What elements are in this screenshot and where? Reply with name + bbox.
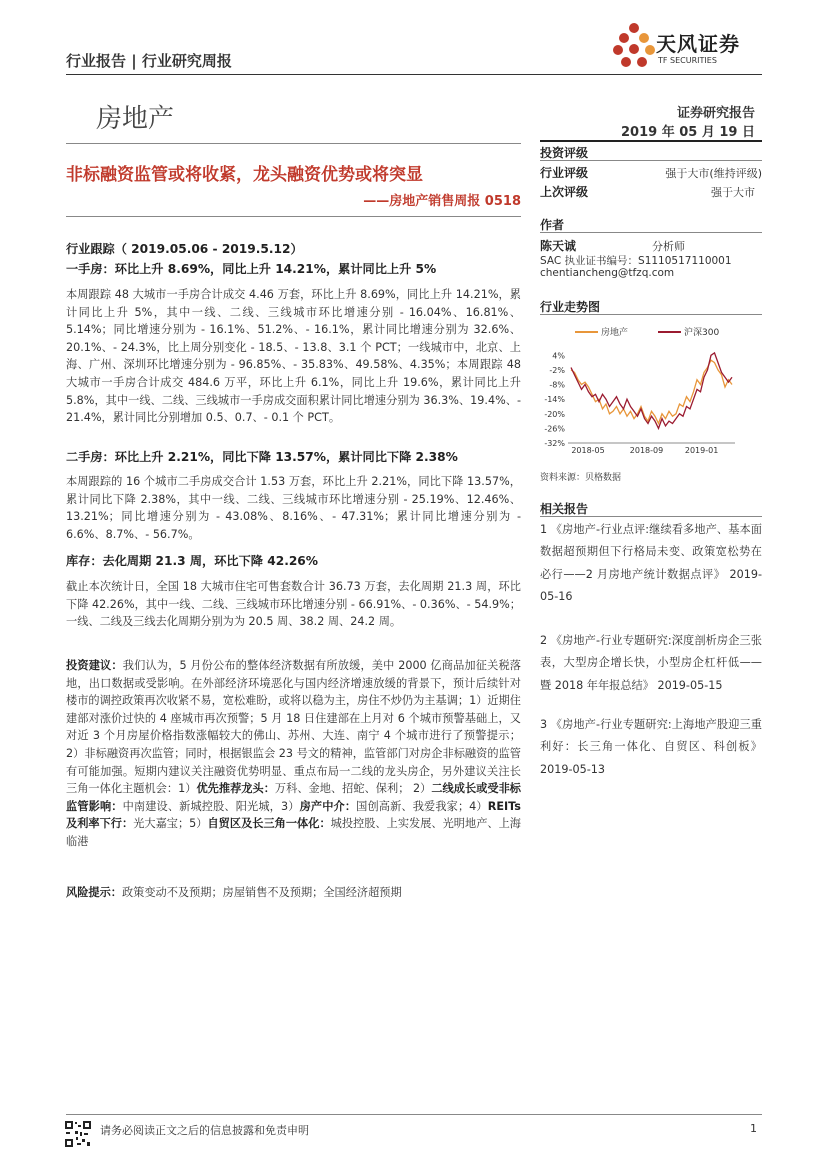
last-rating-value: 强于大市 [711, 186, 755, 199]
y-tick-label: -8% [549, 380, 565, 390]
footer-disclaimer: 请务必阅读正文之后的信息披露和免责申明 [100, 1124, 309, 1137]
author-name: 陈天诚 [540, 239, 577, 253]
related-item-3[interactable]: 3 《房地产-行业专题研究:上海地产股迎三重利好：长三角一体化、自贸区、科创板》 2019-05-13 [540, 718, 762, 776]
y-tick-label: -32% [544, 439, 565, 448]
report-title: 非标融资监管或将收紧，龙头融资优势或将突显 [66, 165, 423, 185]
rating-header: 投资评级 [540, 146, 589, 160]
industry-rating-label: 行业评级 [540, 166, 589, 180]
risk-text: 政策变动不及预期；房屋销售不及预期；全国经济超预期 [121, 886, 402, 899]
report-date: 2019 年 05 月 19 日 [621, 125, 755, 140]
first-hand-paragraph: 本周跟踪 48 大城市一手房合计成交 4.46 万套，环比上升 8.69%，同比上升 14.21%，累计同比上升 5%，其中一线、二线、三线城市环比增速分别 - 16.04%、16.81%、5.14%；同比增速分别为 - 16.1%、51.2%、- 16.1%，累计同比增速分别为 32.6%、20.1%、- 24.3%，比上周分别变化 - 18.5、- 13.8、3.1 个 PCT；一线城市中，北京、上海、广州、深圳环比增速分别为 - 96.85%、- 35.83%、49.58%、4.35%；本周跟踪 48 大城市一手房合计成交 484.6 万平，环比上升 6.1%，同比上升 19.6%，累计同比上升 5.8%，其中一线、二线、三线城市一手房成交面积累计同比增速分别为 36.3%、19.4%、- 21.4%，累计同比分别增加 0.5、0.7、- 0.1 个 PCT。 [66, 288, 521, 425]
first-hand-title: 一手房：环比上升 8.69%，同比上升 14.21%，累计同比上升 5% [66, 262, 437, 276]
title-bottom-divider [66, 216, 521, 217]
sidebar-top-divider [540, 140, 762, 142]
logo-name: 天风证券 [656, 32, 740, 56]
legend-label-property: 房地产 [601, 328, 629, 338]
last-rating-label: 上次评级 [540, 185, 589, 199]
inventory-title: 库存：去化周期 21.3 周，环比下降 42.26% [66, 554, 318, 568]
advice-text-4: 国创高新、我爱我家；4） [356, 799, 488, 813]
y-tick-label: -2% [549, 365, 565, 375]
report-label: 证券研究报告 [676, 106, 755, 121]
report-type: 行业报告 | 行业研究周报 [66, 52, 232, 70]
advice-bold-2: 二线成长或受非标监管影响： [66, 782, 521, 813]
x-tick-label: 2019-01 [684, 446, 719, 455]
advice-text-2: 万科、金地、招蛇、保利； 2） [274, 782, 432, 796]
risk-warning [66, 884, 521, 902]
advice-text-6: 城投控股、上实发展、光明地产、上海临港 [66, 817, 521, 848]
advice-bold-5: 自贸区及长三角一体化： [207, 817, 331, 831]
advice-bold-4: REITs 及利率下行： [66, 799, 521, 831]
header-divider [66, 74, 762, 75]
advice-text-5: 光大嘉宝；5） [133, 817, 208, 831]
legend [575, 326, 719, 338]
logo-english: TF SECURITIES [658, 56, 717, 65]
track-title: 行业跟踪（ 2019.05.06 - 2019.5.12） [66, 242, 303, 256]
related-divider [540, 516, 762, 517]
legend-label-hs300: 沪深300 [684, 328, 720, 338]
chart-source: 资料来源：贝格数据 [540, 473, 622, 483]
advice-bold-3: 房产中介： [299, 799, 357, 813]
industry-rating-value: 强于大市(维持评级) [665, 167, 762, 180]
series-line-hs300 [571, 353, 732, 429]
author-email[interactable]: chentiancheng@tfzq.com [540, 267, 675, 279]
trend-divider [540, 314, 762, 315]
y-tick-label: -20% [544, 409, 565, 419]
qr-code-icon [64, 1120, 92, 1148]
y-tick-label: 4% [552, 351, 565, 361]
advice-text-1: 我们认为，5 月份公布的整体经济数据有所放缓，美中 2000 亿商品加征关税落地，出口数据或受影响。在外部经济环境恶化与国内经济增速放缓的背景下，预计后续针对楼市的调控政策再次收紧不易，宽松难盼，或将以稳为主，房住不炒仍为主基调；1）近期住建部对涨价过快的 4 座城市再次预警；5 月 18 日住建部在上月对 6 个城市预警基础上，又对近 3 个月房屋价格指数涨幅较大的佛山、苏州、大连、南宁 4 个城市进行了预警提示；2）非标融资再次监管；同时，根据银监会 23 号文的精神，监管部门对房企非标融资的监管有可能加强。短期内建议关注融资优势明显、重点布局一二线的龙头房企，另外建议关注长三角一体化主题机会：1） [66, 659, 521, 796]
inventory-paragraph: 截止本次统计日，全国 18 大城市住宅可售套数合计 36.73 万套，去化周期 21.3 周，环比下降 42.26%，其中一线、二线、三线城市环比增速分别 - 66.91%、- 0.36%、- 54.9%；一线、二线及三线去化周期分别为为 20.5 周、38.2 周、24.2 周。 [66, 580, 521, 629]
author-role: 分析师 [652, 240, 685, 253]
risk-label: 风险提示： [66, 886, 122, 899]
related-item-1[interactable]: 1 《房地产-行业点评:继续看多地产、基本面数据超预期但下行格局未变、政策宽松势在必行——2 月房地产统计数据点评》 2019-05-16 [540, 523, 762, 603]
author-divider [540, 232, 762, 233]
company-logo [612, 22, 762, 72]
advice-label: 投资建议： [66, 659, 123, 672]
x-tick-label: 2018-09 [629, 446, 664, 455]
logo-mark-icon [612, 22, 656, 72]
title-top-divider [66, 143, 521, 144]
author-sac: SAC 执业证书编号：S1110517110001 [540, 255, 732, 267]
related-item-2[interactable]: 2 《房地产-行业专题研究:深度剖析房企三张表，大型房企增长快，小型房企杠杆低——暨 2018 年年报总结》 2019-05-15 [540, 634, 762, 692]
report-subtitle: ——房地产销售周报 0518 [363, 194, 521, 209]
x-axis-ticks [571, 446, 718, 455]
industry-name: 房地产 [96, 104, 175, 134]
investment-advice [66, 657, 521, 851]
related-header: 相关报告 [540, 502, 589, 516]
trend-chart [540, 318, 762, 458]
footer-divider [66, 1114, 762, 1115]
y-tick-label: -26% [544, 424, 565, 434]
trend-header: 行业走势图 [540, 300, 601, 314]
page-number: 1 [750, 1122, 757, 1135]
second-hand-title: 二手房：环比上升 2.21%，同比下降 13.57%，累计同比下降 2.38% [66, 450, 458, 464]
rating-divider [540, 160, 762, 161]
second-hand-paragraph: 本周跟踪的 16 个城市二手房成交合计 1.53 万套，环比上升 2.21%，同比下降 13.57%，累计同比下降 2.38%，其中一线、二线、三线城市环比增速分别 - 25.19%、12.46%、13.21%；同比增速分别为 - 43.08%、8.16%、- 47.31%；累计同比增速分别为 - 6.6%、8.7%、- 56.7%。 [66, 475, 521, 541]
y-tick-label: -14% [544, 395, 565, 405]
advice-bold-1: 优先推荐龙头： [196, 782, 275, 796]
advice-text-3: 中南建设、新城控股、阳光城，3） [122, 799, 300, 813]
x-tick-label: 2018-05 [571, 446, 605, 455]
author-header: 作者 [540, 218, 565, 232]
y-axis-ticks [544, 351, 565, 448]
